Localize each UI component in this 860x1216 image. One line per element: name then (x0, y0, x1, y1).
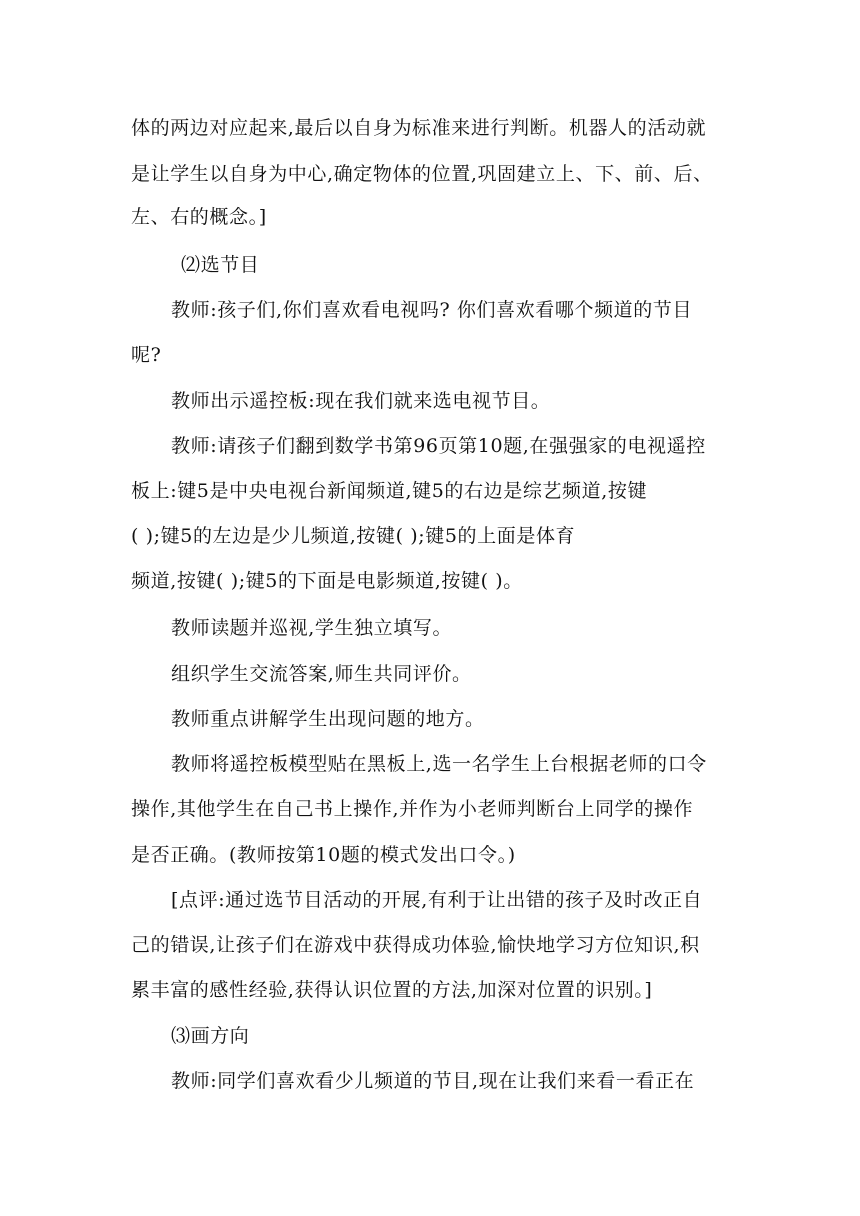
text-line: 体的两边对应起来,最后以自身为标准来进行判断。机器人的活动就 (131, 117, 707, 139)
text-line: 是让学生以自身为中心,确定物体的位置,巩固建立上、下、前、后、 (131, 163, 713, 185)
text-line: 是否正确。(教师按第10题的模式发出口令。) (131, 844, 516, 866)
text-line: 操作,其他学生在自己书上操作,并作为小老师判断台上同学的操作 (131, 798, 694, 820)
text-line: [点评:通过选节目活动的开展,有利于让出错的孩子及时改正自 (171, 889, 703, 911)
text-line: 教师将遥控板模型贴在黑板上,选一名学生上台根据老师的口令 (171, 753, 707, 775)
text-line: 教师读题并巡视,学生独立填写。 (171, 617, 453, 639)
text-line: 呢? (131, 344, 162, 366)
text-line: 教师出示遥控板:现在我们就来选电视节目。 (171, 390, 551, 412)
text-line: 组织学生交流答案,师生共同评价。 (171, 663, 472, 685)
text-line: 左、右的概念。] (131, 206, 267, 228)
section-heading: ⑵选节目 (181, 254, 260, 276)
text-line: 教师:请孩子们翻到数学书第96页第10题,在强强家的电视遥控 (171, 435, 706, 457)
text-line: ( );键5的左边是少儿频道,按键( );键5的上面是体育 (131, 525, 576, 547)
text-line: 频道,按键( );键5的下面是电影频道,按键( )。 (131, 570, 523, 592)
text-line: 板上:键5是中央电视台新闻频道,键5的右边是综艺频道,按键 (131, 480, 648, 502)
text-line: 教师:同学们喜欢看少儿频道的节目,现在让我们来看一看正在 (171, 1070, 695, 1092)
text-line: 教师:孩子们,你们喜欢看电视吗? 你们喜欢看哪个频道的节目 (171, 299, 693, 321)
text-line: 教师重点讲解学生出现问题的地方。 (171, 708, 485, 730)
section-heading: ⑶画方向 (171, 1025, 250, 1047)
text-line: 累丰富的感性经验,获得认识位置的方法,加深对位置的识别。] (131, 979, 653, 1001)
text-line: 己的错误,让孩子们在游戏中获得成功体验,愉快地学习方位知识,积 (131, 934, 700, 956)
